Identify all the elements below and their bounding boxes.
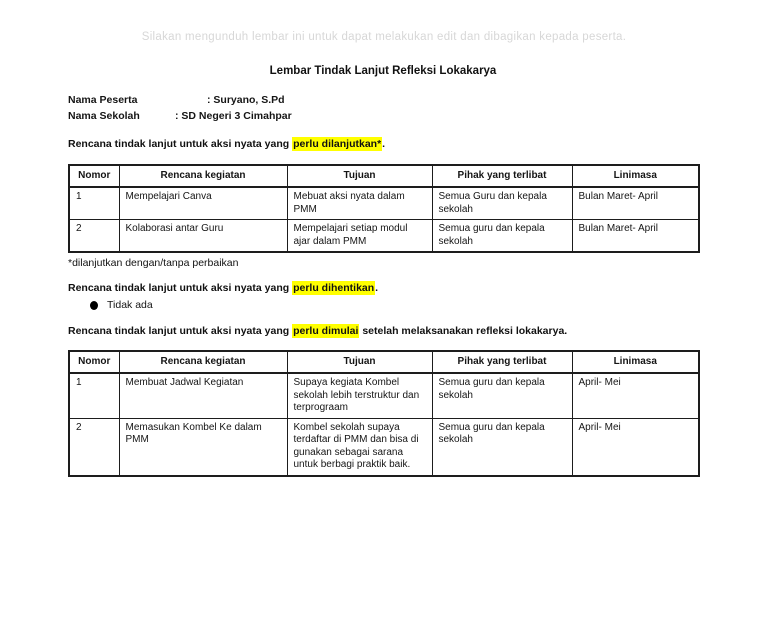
cell-linimasa: April- Mei <box>572 418 699 476</box>
identity-row-nama-sekolah <box>68 108 698 124</box>
col-header-tujuan: Tujuan <box>287 351 432 373</box>
footnote: *dilanjutkan dengan/tanpa perbaikan <box>68 257 239 269</box>
heading-suffix: . <box>375 282 379 294</box>
highlight-dihentikan: perlu dihentikan <box>293 282 375 294</box>
cell-nomor: 2 <box>69 418 119 476</box>
cell-nomor: 1 <box>69 187 119 220</box>
identity-value: : Suryano, S.Pd <box>207 94 285 106</box>
cell-tujuan: Mebuat aksi nyata dalam PMM <box>287 187 432 220</box>
col-header-nomor: Nomor <box>69 351 119 373</box>
cell-linimasa: Bulan Maret- April <box>572 220 699 253</box>
cell-tujuan: Mempelajari setiap modul ajar dalam PMM <box>287 220 432 253</box>
cell-nomor: 1 <box>69 373 119 418</box>
section-heading-dihentikan <box>68 281 698 295</box>
identity-value: : SD Negeri 3 Cimahpar <box>175 110 292 122</box>
table-header-row <box>69 351 699 373</box>
highlight-dilanjutkan: perlu dilanjutkan* <box>293 138 382 150</box>
cell-pihak: Semua guru dan kepala sekolah <box>432 373 572 418</box>
cell-rencana: Kolaborasi antar Guru <box>119 220 287 253</box>
cell-linimasa: April- Mei <box>572 373 699 418</box>
table-perlu-dilanjutkan <box>68 164 700 253</box>
table-row <box>69 220 699 253</box>
cell-tujuan: Kombel sekolah supaya terdaftar di PMM dan bisa di gunakan sebagai sarana untuk berbagi praktik baik. <box>287 418 432 476</box>
col-header-pihak-terlibat: Pihak yang terlibat <box>432 165 572 187</box>
cell-tujuan: Supaya kegiata Kombel sekolah lebih terstruktur dan terprograam <box>287 373 432 418</box>
bullet-list-item <box>68 299 698 311</box>
col-header-nomor: Nomor <box>69 165 119 187</box>
document-content <box>0 65 768 477</box>
cell-nomor: 2 <box>69 220 119 253</box>
cell-pihak: Semua guru dan kepala sekolah <box>432 220 572 253</box>
page-title: Lembar Tindak Lanjut Refleksi Lokakarya <box>269 65 497 77</box>
identity-block <box>68 92 698 124</box>
cell-pihak: Semua Guru dan kepala sekolah <box>432 187 572 220</box>
table-header-row <box>69 165 699 187</box>
cell-rencana: Memasukan Kombel Ke dalam PMM <box>119 418 287 476</box>
section-heading-dimulai <box>68 324 698 338</box>
cell-linimasa: Bulan Maret- April <box>572 187 699 220</box>
heading-suffix: . <box>382 138 386 150</box>
col-header-linimasa: Linimasa <box>572 165 699 187</box>
cell-rencana: Membuat Jadwal Kegiatan <box>119 373 287 418</box>
heading-suffix: setelah melaksanakan refleksi lokakarya. <box>359 325 568 337</box>
col-header-pihak-terlibat: Pihak yang terlibat <box>432 351 572 373</box>
highlight-dimulai: perlu dimulai <box>293 325 359 337</box>
heading-prefix: Rencana tindak lanjut untuk aksi nyata yang <box>68 282 293 294</box>
table-row <box>69 418 699 476</box>
cell-rencana: Mempelajari Canva <box>119 187 287 220</box>
table-row <box>69 187 699 220</box>
table-row <box>69 373 699 418</box>
cell-pihak: Semua guru dan kepala sekolah <box>432 418 572 476</box>
identity-label: Nama Sekolah <box>68 110 140 122</box>
col-header-tujuan: Tujuan <box>287 165 432 187</box>
bullet-item-label: Tidak ada <box>107 299 153 311</box>
col-header-linimasa: Linimasa <box>572 351 699 373</box>
watermark-text: Silakan mengunduh lembar ini untuk dapat melakukan edit dan dibagikan kepada peserta. <box>141 31 627 43</box>
identity-label: Nama Peserta <box>68 94 138 106</box>
bullet-icon <box>90 301 98 310</box>
table-perlu-dimulai <box>68 350 700 477</box>
identity-row-nama-peserta <box>68 92 698 108</box>
heading-prefix: Rencana tindak lanjut untuk aksi nyata yang <box>68 138 293 150</box>
section-heading-dilanjutkan <box>68 137 698 151</box>
document-page <box>0 31 768 625</box>
col-header-rencana-kegiatan: Rencana kegiatan <box>119 165 287 187</box>
heading-prefix: Rencana tindak lanjut untuk aksi nyata yang <box>68 325 293 337</box>
col-header-rencana-kegiatan: Rencana kegiatan <box>119 351 287 373</box>
